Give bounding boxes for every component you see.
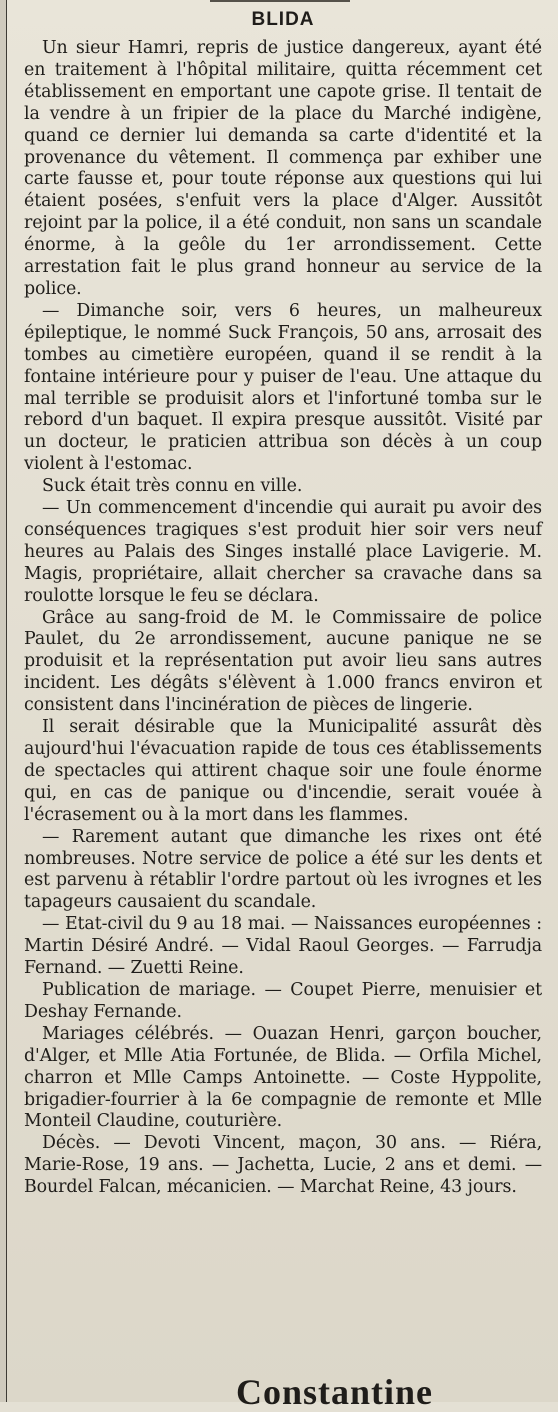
- column-rule: [0, 0, 7, 1402]
- paragraph-7: — Rarement autant que dimanche les rixes ont été nombreuses. Notre service de police a été sur les dents et est parvenu à rétablir l'ordre partout où les ivrognes et les tapageurs causaient du scandale.: [24, 826, 542, 913]
- paragraph-2: — Dimanche soir, vers 6 heures, un malheureux épileptique, le nommé Suck François, 50 ans, arrosait des tombes au cimetière européen, quand il se rendit à la fontaine intérieure pour y puiser de l'eau. Une attaque du mal terrible se produisit alors et l'infortuné tomba sur le rebord d'un baquet. Il expira presque aussitôt. Visité par un docteur, le praticien attribua son décès à un coup violent à l'estomac.: [24, 300, 542, 475]
- next-section-heading: Constantine: [236, 1372, 434, 1412]
- paragraph-3: Suck était très connu en ville.: [42, 476, 303, 497]
- paragraph-6: Il serait désirable que la Municipalité assurât dès aujourd'hui l'évacuation rapide de tous ces établissements de spectacles qui attirent chaque soir une foule énorme qui, en cas de panique ou d'incendie, serait vouée à l'écrasement ou à la mort dans les flammes.: [24, 717, 542, 825]
- top-divider: [210, 0, 350, 6]
- paragraph-1: Un sieur Hamri, repris de justice dangereux, ayant été en traitement à l'hôpital militaire, quitta récemment cet établissement en emportant une capote grise. Il tentait de la vendre à un fripier de la place du Marché indigène, quand ce dernier lui demanda sa carte d'identité et la provenance du vêtement. Il commença par exhiber une carte fausse et, pour toute réponse aux questions qui lui étaient posées, s'enfuit vers la place d'Alger. Aussitôt rejoint par la police, il a été conduit, non sans un scandale énorme, à la geôle du 1er arrondissement. Cette arrestation fait le plus grand honneur au service de la police.: [24, 38, 542, 299]
- paragraph-4: — Un commencement d'incendie qui aurait pu avoir des conséquences tragiques s'est produit hier soir vers neuf heures au Palais des Singes installé place Lavigerie. M. Magis, propriétaire, allait chercher sa cravache dans sa roulotte lorsque le feu se déclara.: [24, 498, 542, 606]
- paragraph-8: — Etat-civil du 9 au 18 mai. — Naissances européennes : Martin Désiré André. — Vidal Raoul Georges. — Farrudja Fernand. — Zuetti Reine.: [24, 914, 542, 979]
- paragraph-11: Décès. — Devoti Vincent, maçon, 30 ans. — Riéra, Marie-Rose, 19 ans. — Jachetta, Lucie, 2 ans et demi. — Bourdel Falcan, mécanicien. — Marchat Reine, 43 jours.: [24, 1133, 542, 1198]
- paragraph-5: Grâce au sang-froid de M. le Commissaire de police Paulet, du 2e arrondissement, aucune panique ne se produisit et la représentation put avoir lieu sans autres incident. Les dégâts s'élèvent à 1.000 francs environ et consistent dans l'incinération de pièces de lingerie.: [24, 607, 542, 716]
- paragraph-9: Publication de mariage. — Coupet Pierre, menuisier et Deshay Fernande.: [24, 979, 542, 1022]
- paragraph-10: Mariages célébrés. — Ouazan Henri, garçon boucher, d'Alger, et Mlle Atia Fortunée, de Blida. — Orfila Michel, charron et Mlle Camps Antoinette. — Coste Hyppolite, brigadier-fourrier à la 6e compagnie de remonte et Mlle Monteil Claudine, couturière.: [24, 1023, 542, 1132]
- article-blida: [24, 8, 542, 1199]
- article-heading: BLIDA: [251, 9, 315, 30]
